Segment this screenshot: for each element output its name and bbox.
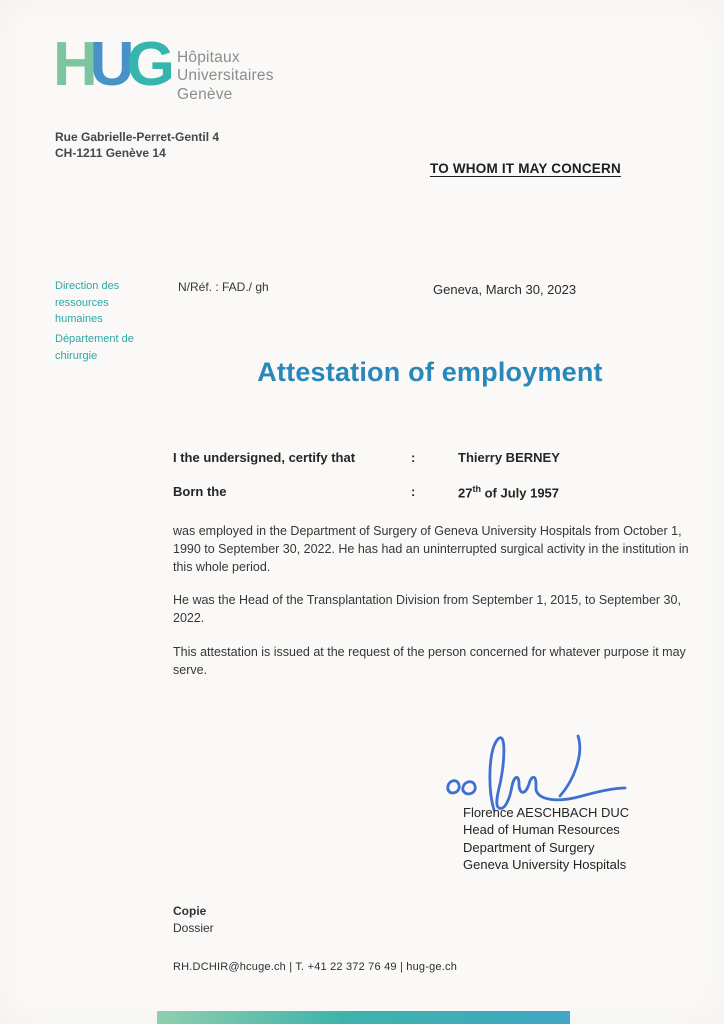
signer-department: Department of Surgery [463,839,595,855]
certification-block [173,450,693,519]
hospital-address [55,129,219,161]
document-title: Attestation of employment [257,357,603,387]
signature-main-stroke [490,738,625,810]
signature-doodle [448,781,475,794]
certify-row-name [173,450,693,465]
copy-label: Copie [173,904,207,918]
birth-day: 27 [458,485,473,501]
address-line: Rue Gabrielle-Perret-Gentil 4 [55,130,220,144]
logo-letter-u: U [89,30,127,99]
hug-logo [53,30,167,99]
logo-letter-g: G [126,30,167,99]
copy-recipient: Dossier [173,921,214,936]
body-paragraph: was employed in the Department of Surgery of Geneva University Hospitals from October 1, 1990 to September 30, 2022. He has had an uninterrupted surgical activity in the institution in this whole period. [173,524,689,574]
org-line: Hôpitaux [177,49,240,66]
signer-role: Head of Human Resources [463,822,620,838]
salutation: TO WHOM IT MAY CONCERN [430,161,621,176]
signer-block [463,804,629,873]
signer-institution: Geneva University Hospitals [463,856,627,872]
footer-contact: RH.DCHIR@hcuge.ch | T. +41 22 372 76 49 | hug-ge.ch [173,961,458,973]
dateline: Geneva, March 30, 2023 [433,282,577,297]
sidebar-line: Direction des [55,280,120,292]
org-line: Genève [177,85,233,103]
sidebar-departement-chirurgie [55,331,134,364]
sidebar-direction-rh [55,278,119,328]
letter-body [173,523,695,695]
reference-number: N/Réf. : FAD./ gh [178,280,269,294]
certify-label: I the undersigned, certify that [173,450,356,465]
org-line: Universitaires [177,67,274,85]
hospital-name [177,49,274,104]
certify-row-birthdate [173,484,693,500]
address-line: CH-1211 Genève 14 [55,146,166,161]
handwritten-signature [442,728,637,813]
birth-date [458,484,559,500]
signer-name: Florence AESCHBACH DUC [463,805,630,820]
letterhead-bottom-bar [157,1011,570,1024]
sidebar-line: humaines [55,313,103,325]
body-paragraph: He was the Head of the Transplantation Division from September 1, 2015, to September 30, 2022. [173,593,681,625]
birth-date-rest: of July 1957 [480,485,560,501]
certify-label: Born the [173,484,227,499]
copy-notation [173,903,214,938]
certify-colon: : [411,450,416,465]
sidebar-line: Département de [55,333,134,345]
body-paragraph: This attestation is issued at the request of the person concerned for whatever purpose it may serve. [173,644,686,677]
birth-day-ordinal: th [472,484,481,494]
sidebar-line: ressources [55,296,109,309]
certify-colon: : [411,484,416,499]
logo-letter-h: H [53,30,90,99]
signature-cross-stroke [560,736,580,796]
sidebar-line: chirurgie [55,349,98,362]
employee-name: Thierry BERNEY [458,450,560,465]
